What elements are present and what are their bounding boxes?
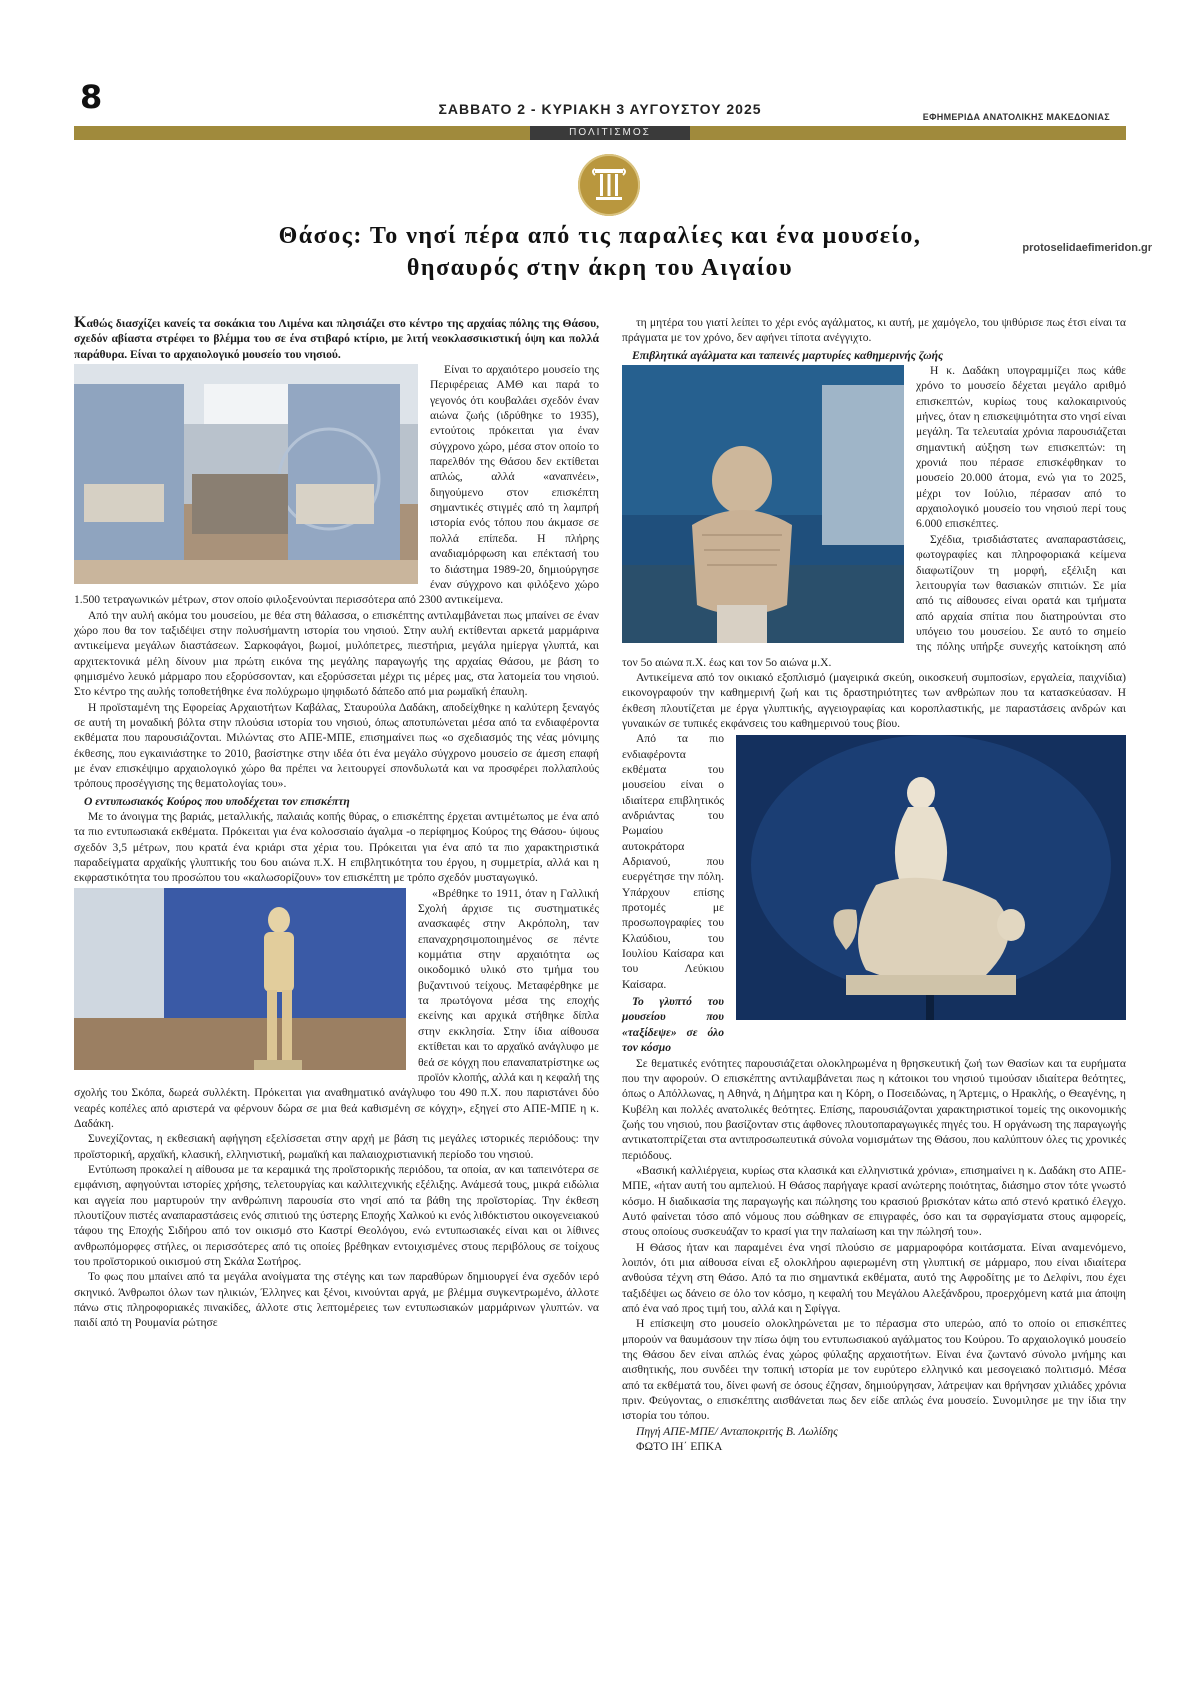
- page-number: 8: [80, 78, 103, 116]
- lead-initial: Κ: [74, 314, 87, 331]
- paragraph: Εντύπωση προκαλεί η αίθουσα με τα κεραμικά της προϊστορικής περιόδου, τα οποία, αν και ταπεινότερα σε εμφάνιση, αφηγούνται ιστορίες χρήσης, τελετουργίας και καλλιτεχνικής εξέλιξης. Ανάμεσά τους, μικρά ειδώλια και αγγεία που μαρτυρούν την ανθρώπινη παρουσία στο νησί από τα βάθη της προϊστορίας. Την έκθεση πλουτίζουν πιστές αναπαραστάσεις ενός σπιτιού της ύστερης Εποχής Χαλκού κι ενός λιθόκτιστου οικογενειακού τάφου της Εποχής Σιδήρου από τον οικισμό στο Καστρί Θεολόγου, ενώ εντυπωσιακές είναι και οι λίθινες ανθρωπόμορφες στήλες, οι περισσότερες από τις οποίες βρέθηκαν εντοιχισμένες στους περιβόλους σε τοίχους του προϊστορικού οικισμού στη Σκάλα Σωτήρος.: [74, 1162, 599, 1268]
- paragraph: Σχέδια, τρισδιάστατες αναπαραστάσεις, φωτογραφίες και πληροφοριακά κείμενα διαφωτίζουν τη μορφή, εξέλιξη και λειτουργία των θασιακών σπιτιών. Σε μία από τις αίθουσες είναι ορατά και τμήματα από αρχαία σπίτια που διατηρούνται στο υπόγειο του μουσείου. Σε αυτό το σημείο της πόλης υπήρξε συνεχής κατοίκηση από τον 5ο αιώνα π.Χ. έως και τον 5ο αιώνα μ.Χ.: [622, 532, 1126, 669]
- source-credit: Πηγή ΑΠΕ-ΜΠΕ/ Ανταποκριτής Β. Λωλίδης: [636, 1424, 838, 1438]
- column-icon: [578, 154, 640, 216]
- paragraph: Είναι το αρχαιότερο μουσείο της Περιφέρειας ΑΜΘ και παρά το γεγονός ότι κουβαλάει σχεδόν έναν αιώνα ζωής (ιδρύθηκε το 1935), εντούτοις πρόκειται για έναν σύγχρονο χώρο, μέσα στον οποίο το παρελθόν της Θάσου δεν εκτίθεται απλώς, αλλά «αναπνέει», διηγούμενο στον επισκέπτη σημαντικές στιγμές από τη λαμπρή ιστορία ενός τόπου που άκμασε σε πολλά επίπεδα. Η πλήρης αναδιαμόρφωση και επέκτασή του το διάστημα 1989-20, δημιούργησε έναν σύγχρονο και φιλόξενο χώρο 1.500 τετραγωνικών μέτρων, στον οποίο φιλοξενούνται περισσότερα από 2300 αντικείμενα.: [74, 363, 599, 607]
- paragraph: Σε θεματικές ενότητες παρουσιάζεται ολοκληρωμένα η θρησκευτική ζωή των Θασίων και τα ευρήματα που την αφορούν. Ο επισκέπτης αντιλαμβάνεται πως η κάτοικοι του νησιού τιμούσαν ιδιαίτερα θεότητες, όπως ο Απόλλωνας, η Αθηνά, η Δήμητρα και η Κόρη, ο Ποσειδώνας, η Άρτεμις, ο Ηρακλής, ο Θεαγένης, η Κυβέλη και πολλές ανατολικές θεότητες. Επίσης, παρουσιάζονται χαρακτηριστικοί τομείς της οικονομικής ζωής του νησιού, που βασίζονταν στις άφθονες πλουτοπαραγωγικές πηγές του. Η οργάνωση της παραγωγής αντικατοπτρίζεται στα αντιπροσωπευτικά σύνολα νομισμάτων της Θάσου, που καλύπτουν όλες τις χρονικές περιόδους.: [622, 1056, 1126, 1162]
- paragraph: Η Θάσος ήταν και παραμένει ένα νησί πλούσιο σε μαρμαροφόρα κοιτάσματα. Είναι αναμενόμενο, λοιπόν, ότι μια αίθουσα είναι εξ ολοκλήρου αφιερωμένη στη γλυπτική σε μάρμαρο, που είναι ιδιαίτερα ανθούσα τέχνη στη Θάσο. Από τα πιο σημαντικά εκθέματα, αυτό της Αφροδίτης με το Δελφίνι, που έχει ταξιδέψει ως δάνειο σε όλο τον κόσμο, η κεφαλή του Μεγάλου Αλεξάνδρου, προερχόμενη κατά μια άποψη από ένα ναό προς τιμή του, αλλά και η Σφίγγα.: [622, 1240, 1126, 1315]
- section-label: ΠΟΛΙΤΙΣΜΟΣ: [530, 126, 690, 140]
- issue-date: ΣΑΒΒΑΤΟ 2 - ΚΥΡΙΑΚΗ 3 ΑΥΓΟΥΣΤΟΥ 2025: [438, 101, 762, 117]
- left-column: [74, 315, 599, 1331]
- lead-paragraph: [74, 315, 599, 362]
- masthead: ΕΦΗΜΕΡΙΔΑ ΑΝΑΤΟΛΙΚΗΣ ΜΑΚΕΔΟΝΙΑΣ: [922, 112, 1110, 122]
- paragraph: Συνεχίζοντας, η εκθεσιακή αφήγηση εξελίσσεται στην αρχή με βάση τις μεγάλες ιστορικές περιόδους: την προϊστορική, αρχαϊκή, κλασική, ελληνιστική, ρωμαϊκή και παλαιοχριστιανική περίοδο του νησιού.: [74, 1132, 599, 1161]
- right-column: [622, 315, 1126, 1454]
- archaic-sculpture-photo: [622, 365, 904, 643]
- article-title: [160, 220, 1040, 284]
- paragraph: Από τα πιο ενδιαφέροντα εκθέματα του μουσείου είναι ο ιδιαίτερα επιβλητικός ανδριάντας του Ρωμαίου αυτοκράτορα Αδριανού, που ευεργέτησε την πόλη. Υπάρχουν επίσης προτομές με προσωπογραφίες του Κλαύδιου, του Ιουλίου Καίσαρα και του Λεύκιου Καίσαρα.: [622, 732, 724, 991]
- title-line-2: θησαυρός στην άκρη του Αιγαίου: [406, 255, 794, 281]
- paragraph: Το φως που μπαίνει από τα μεγάλα ανοίγματα της στέγης και των παραθύρων δημιουργεί ένα σχεδόν ιερό σκηνικό. Άνθρωποι όλων των ηλικιών, Έλληνες και ξένοι, κινούνται αργά, με βλέμμα συγκεντρωμένο, άλλοτε πάνω στις πληροφοριακές πινακίδες, άλλοτε στις λεπτομέρειες των εντυπωσιακών μαρμάρινων γλυπτών. να παιδί από τη Ρουμανία ρώτησε: [74, 1270, 599, 1330]
- subheading: Το γλυπτό του μουσείου που «ταξίδεψε» σε όλο τον κόσμο: [622, 995, 724, 1055]
- paragraph: Η κ. Δαδάκη υπογραμμίζει πως κάθε χρόνο το μουσείο δέχεται μεγάλο αριθμό επισκεπτών, κυρίως τους καλοκαιρινούς μήνες, όταν η επισκεψιμότητα στο νησί είναι μεγάλη. Τα τελευταία χρόνια παρουσιάζεται σημαντική αύξηση των επισκεπτών: τη χρονιά που πέρασε επισκέφθηκαν το μουσείο 20.000 άτομα, ενώ για το 2025, μέχρι τον Ιούλιο, πέρασαν από το αρχαιολογικό μουσείο του νησιού περί τους 6.000 επισκέπτες.: [916, 364, 1126, 531]
- photo-credit: ΦΩΤΟ ΙΗ΄ ΕΠΚΑ: [636, 1440, 723, 1454]
- aphrodite-dolphin-photo: [736, 735, 1126, 1024]
- museum-interior-photo: [74, 364, 418, 584]
- lead-text: αθώς διασχίζει κανείς τα σοκάκια του Λιμένα και πλησιάζει στο κέντρο της αρχαίας πόλης της Θάσου, σχεδόν αβίαστα στρέφει το βλέμμα του σε ένα στιβαρό κτίριο, με λιτή νεοκλασσικιστική όψη και πολλά παράθυρα. Είναι το αρχαιολογικό μουσείο του νησιού.: [74, 317, 599, 361]
- paragraph: «Βασική καλλιέργεια, κυρίως στα κλασικά και ελληνιστικά χρόνια», επισημαίνει η κ. Δαδάκη στο ΑΠΕ-ΜΠΕ, «ήταν αυτή του αμπελιού. Η Θάσος παρήγαγε κρασί ανώτερης ποιότητας, διάσημο στον τότε γνωστό κόσμο. Η διαδικασία της παραγωγής και πώλησης του κρασιού βρισκόταν κάτω από στενό κρατικό έλεγχο. Αυτό φαίνεται τόσο από νόμους που σώθηκαν σε επιγραφές, όσο και τα σφραγίσματα στους αμφορείς, στους οποίους συσκευάζαν το κρασί για την παλαίωση και την πώλησή του».: [622, 1163, 1126, 1239]
- paragraph: «Βρέθηκε το 1911, όταν η Γαλλική Σχολή άρχισε τις συστηματικές ανασκαφές στην Ακρόπολη, ταν επαναχρησιμοποιημένος σε πέντε κομμάτια στην αρχαιότητα ως οικοδομικό υλικό στο τμήμα του βυζαντινού τείχους. Μεταφέρθηκε με τα πρωτόγονα μέσα της εποχής εκείνης και αρχικά στήθηκε δίπλα στην εκκλησία. Στην ίδια αίθουσα εκτίθεται και το αρχαϊκό ανάγλυφο με θεά σε κόγχη που επαναπατρίστηκε ως προϊόν κλοπής, αλλά και η κεφαλή της σχολής του Σκόπα, δωρεά συλλέκτη. Πρόκειται για αναθηματικό ανάγλυφο του 490 π.Χ. που παριστάνει δύο νεαρές κοπέλες από αριστερά να φέρνουν δώρα σε μια θεά καθισμένη σε κόγχη», εξηγεί στο ΑΠΕ-ΜΠΕ η κ. Δαδάκη.: [74, 886, 599, 1130]
- kouros-statue-photo: [74, 888, 406, 1070]
- paragraph: τη μητέρα του γιατί λείπει το χέρι ενός αγάλματος, κι αυτή, με χαμόγελο, του ψιθύρισε πως έτσι είναι τα πράγματα με τον χρόνο, δεν αφήνει τίποτα ανέγγιχτο.: [622, 316, 1126, 345]
- site-credit: protoselidaefimeridon.gr: [1022, 242, 1152, 254]
- paragraph: Η προϊσταμένη της Εφορείας Αρχαιοτήτων Καβάλας, Σταυρούλα Δαδάκη, αποδείχθηκε η καλύτερη ξεναγός σε αυτή τη μοναδική βόλτα στην πλούσια ιστορία του νησιού, όπως αποτυπώνεται μέσα από τα ενδιαφέροντα εκθέματα που παρουσιάζονται. Μιλώντας στο ΑΠΕ-ΜΠΕ, επισημαίνει πως «ο σχεδιασμός της νέας μόνιμης έκθεσης, που εγκαινιάστηκε το 2010, βασίστηκε στην ιδέα ότι ένα μεγάλο σύγχρονο μουσείο σε άμεση επαφή με έναν επισκέψιμο αρχαιολογικό χώρο θα πρέπει να λειτουργεί σπονδυλωτά και να προσφέρει πολλαπλούς τρόπους προσέγγισης της θεματολογίας του».: [74, 700, 599, 791]
- paragraph: Με το άνοιγμα της βαριάς, μεταλλικής, παλαιάς κοπής θύρας, ο επισκέπτης έρχεται αντιμέτωπος με ένα από τα πιο εντυπωσιακά εκθέματα. Πρόκειται για ένα κολοσσιαίο άγαλμα -ο περίφημος Κούρος της Θάσου- ύψους σχεδόν 3,5 μέτρων, που κρατά ένα κριάρι στα χέρια του. Πρόκειται για ένα από τα πιο χαρακτηριστικά παραδείγματα αρχαϊκής γλυπτικής του 6ου αιώνα π.Χ. Η επιβλητικότητα του έργου, η συμμετρία, αλλά και η εκφραστικότητα του προσώπου του «καλωσορίζουν» τον επισκέπτη με τρόπο σχεδόν μυσταγωγικό.: [74, 810, 599, 885]
- paragraph: Η επίσκεψη στο μουσείο ολοκληρώνεται με το πέρασμα στο υπερώο, από το οποίο οι επισκέπτες μπορούν να θαυμάσουν την πίσω όψη του εντυπωσιακού αγάλματος του Κούρου. Το αρχαιολογικό μουσείο της Θάσου δεν είναι απλώς ένας χώρος φύλαξης αρχαιοτήτων. Είναι ένα ζωντανό σύνολο μνήμης και αισθητικής, που συνδέει την τοπική ιστορία με τον ευρύτερο ελληνικό και μεσογειακό πολιτισμό. Μέσα από τα εκθέματά του, δίνει φωνή σε όσους έζησαν, δημιούργησαν, λάτρεψαν και θρήνησαν χιλιάδες χρόνια πριν. Φεύγοντας, ο επισκέπτης αισθάνεται πως δεν είδε απλώς ένα μουσείο. Συνομιλησε με την ίδια την ιστορία του τόπου.: [622, 1317, 1126, 1423]
- paragraph: Αντικείμενα από τον οικιακό εξοπλισμό (μαγειρικά σκεύη, οικοσκευή συμποσίων, εργαλεία, παιχνίδια) εικονογραφούν την καθημερινή ζωή και τις δραστηριότητες των ανθρώπων που τα κατασκεύασαν. Η έκθεση πλουτίζεται με έργα γλυπτικής, αγγειογραφίας και κοροπλαστικής, με παραστάσεις ανδρών και γυναικών σε τυπικές εκφάνσεις του καθημερινού τους βίου.: [622, 670, 1126, 730]
- title-line-1: Θάσος: Το νησί πέρα από τις παραλίες και ένα μουσείο,: [278, 223, 922, 249]
- paragraph: Από την αυλή ακόμα του μουσείου, με θέα στη θάλασσα, ο επισκέπτης αντιλαμβάνεται πως μπαίνει σε έναν χώρο που θα τον ταξιδέψει στην πολυσήμαντη ιστορία του νησιού. Στην αυλή εκτίθενται αρκετά μαρμάρινα αντικείμενα μεγάλων διαστάσεων. Σαρκοφάγοι, βωμοί, μυλόπετρες, πιεστήρια, μεγάλα ημίεργα γλυπτά, και αρχιτεκτονικά μέλη δίνουν μια πρώτη εικόνα της μεγάλης παραγωγής της αρχαίας Θάσου, με βάση το φημισμένο λευκό μάρμαρο που εξορύσσονταν, και εξορύσσεται μέχρι τις μέρες μας, στα λατομεία του νησιού. Στο κέντρο της αυλής τοποθετήθηκε ένα πολύχρωμο ψηφιδωτό δάπεδο από μια ρωμαϊκή έπαυλη.: [74, 608, 599, 699]
- subheading: Ο εντυπωσιακός Κούρος που υποδέχεται τον επισκέπτη: [84, 794, 350, 808]
- subheading: Επιβλητικά αγάλματα και ταπεινές μαρτυρίες καθημερινής ζωής: [632, 348, 944, 362]
